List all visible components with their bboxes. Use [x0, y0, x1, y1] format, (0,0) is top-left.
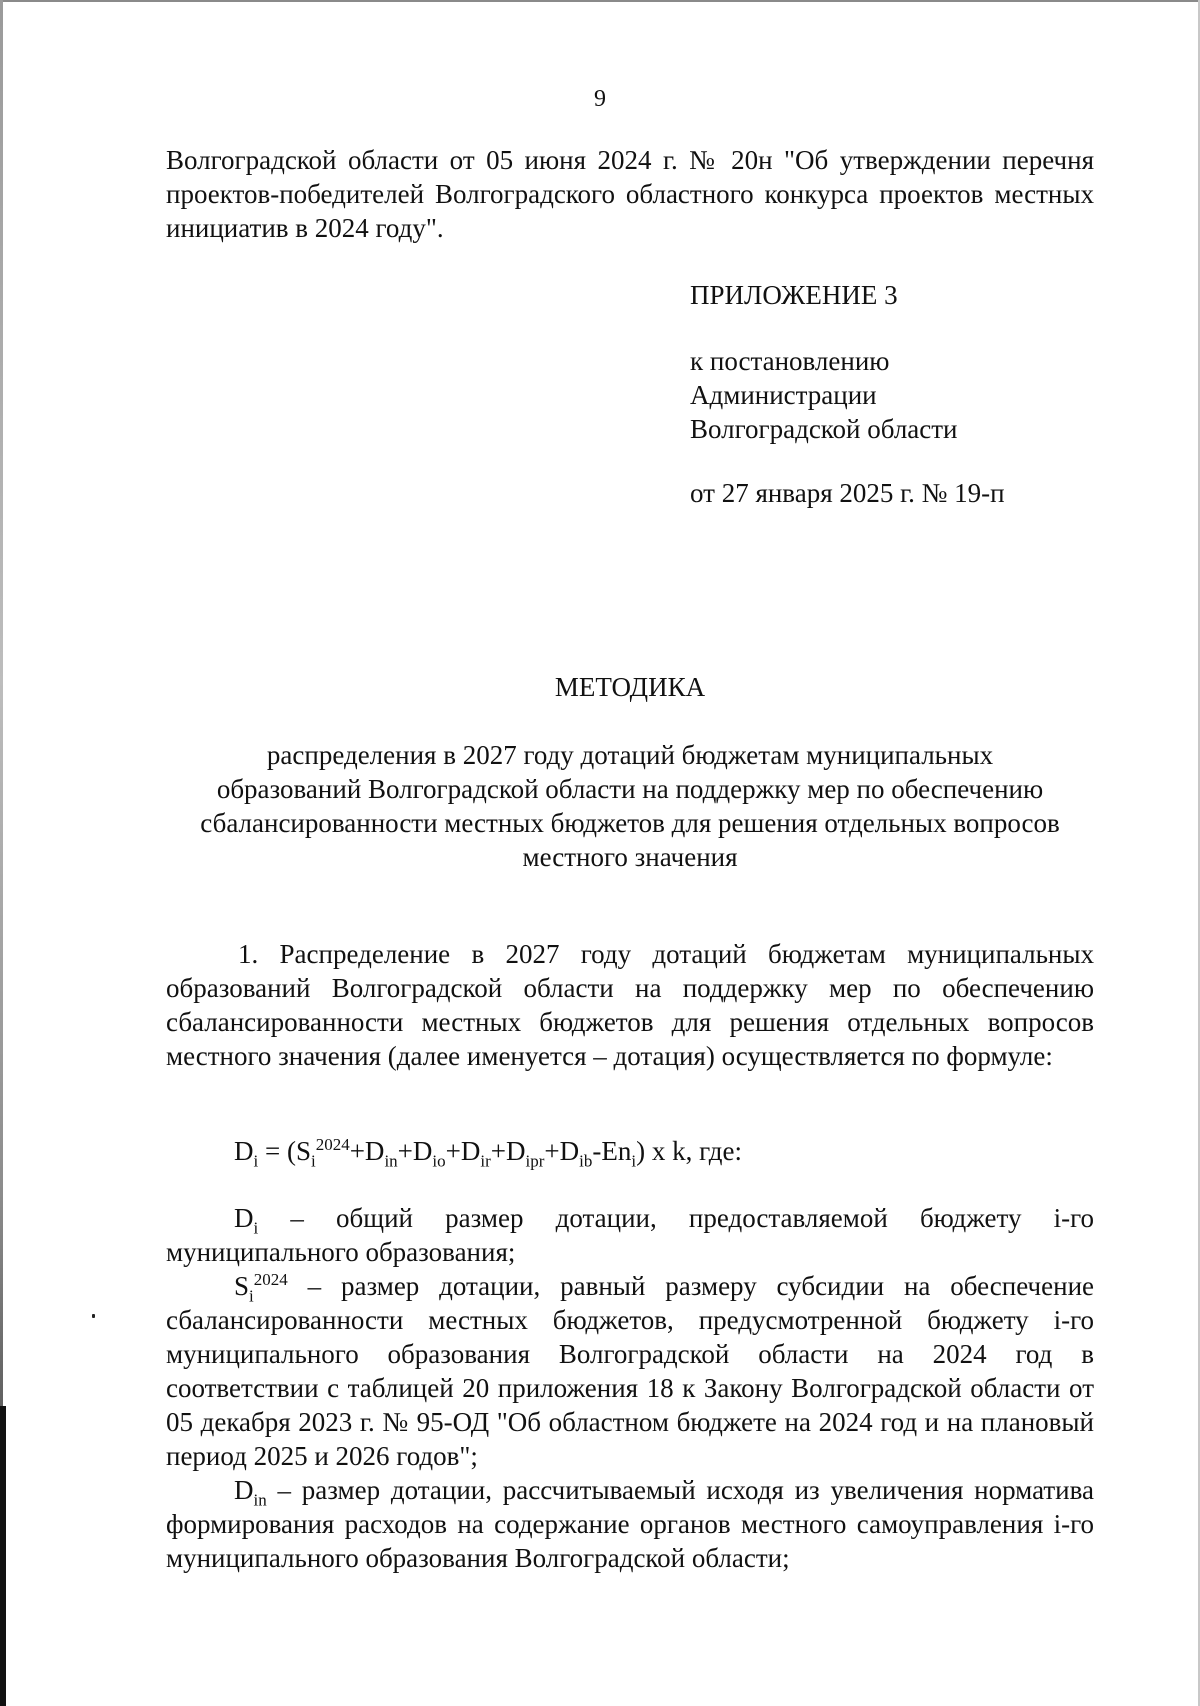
formula-part: +D [349, 1136, 385, 1166]
appendix-date: от 27 января 2025 г. № 19-п [690, 478, 1005, 508]
intro-paragraph: Волгоградской области от 05 июня 2024 г. № 20н "Об утверждении перечня проектов-победителей Волгоградского областного конкурса проектов местных инициатив в 2024 году". [166, 145, 1094, 243]
formula-part: -En [592, 1136, 632, 1166]
formula-sub: ib [579, 1151, 593, 1171]
formula-part: +D [445, 1136, 481, 1166]
appendix-reference [690, 344, 1150, 446]
appendix-title: ПРИЛОЖЕНИЕ 3 [690, 280, 898, 310]
subtitle-line: сбалансированности местных бюджетов для решения отдельных вопросов [200, 808, 1060, 838]
appendix-line: к постановлению [690, 346, 890, 376]
document-subtitle [160, 738, 1100, 874]
formula-part: +D [544, 1136, 580, 1166]
formula-sub: i [253, 1151, 259, 1171]
scan-edge-left-shadow [0, 1406, 6, 1706]
def-sub: in [253, 1490, 267, 1510]
document-title: МЕТОДИКА [554, 672, 706, 702]
scan-speck [92, 1314, 95, 1318]
def-symbol: D [234, 1475, 254, 1505]
formula-sub: in [384, 1151, 398, 1171]
formula-part: +D [490, 1136, 526, 1166]
scan-edge-top [0, 0, 1200, 2]
formula-sub: ir [480, 1151, 491, 1171]
appendix-line: Волгоградской области [690, 414, 958, 444]
appendix-line: Администрации [690, 380, 877, 410]
formula [234, 1134, 743, 1171]
formula-sup: 2024 [315, 1135, 350, 1154]
def-sub: i [253, 1218, 259, 1238]
definition-di [166, 1201, 1094, 1269]
def-text: – размер дотации, равный размеру субсидии на обеспечение сбалансированности местных бюджетов, предусмотренной бюджету i-го муниципального образования Волгоградской области на 2024 год в соответствии с таблицей 20 приложения 18 к Закону Волгоградской области от 05 декабря 2023 г. № 95-ОД "Об областном бюджете на 2024 год и на плановый период 2025 и 2026 годов"; [166, 1271, 1094, 1471]
def-sub: i [249, 1286, 254, 1306]
def-symbol: S [234, 1271, 250, 1301]
page-number: 9 [594, 86, 606, 112]
formula-sub: io [432, 1151, 446, 1171]
definition-din [166, 1473, 1094, 1575]
def-symbol: D [234, 1203, 254, 1233]
formula-sub: ipr [525, 1151, 545, 1171]
definitions-list [166, 1201, 1094, 1575]
formula-sub: i [631, 1151, 637, 1171]
def-text: – размер дотации, рассчитываемый исходя из увеличения норматива формирования расходов на содержание органов местного самоуправления i-го муниципального образования Волгоградской области; [166, 1475, 1094, 1573]
definition-si2024 [166, 1269, 1094, 1473]
formula-part: = (S [258, 1136, 311, 1166]
def-text: – общий размер дотации, предоставляемой бюджету i-го муниципального образования; [166, 1203, 1094, 1267]
subtitle-line: образований Волгоградской области на поддержку мер по обеспечению [216, 774, 1044, 804]
formula-part: D [234, 1136, 254, 1166]
subtitle-line: распределения в 2027 году дотаций бюджетам муниципальных [266, 740, 994, 770]
subtitle-line: местного значения [522, 842, 738, 872]
def-sup: 2024 [253, 1270, 288, 1289]
formula-part: +D [397, 1136, 433, 1166]
formula-part: ) x k, где: [636, 1136, 743, 1166]
formula-sub: i [310, 1151, 316, 1171]
paragraph-1: 1. Распределение в 2027 году дотаций бюджетам муниципальных образований Волгоградской области на поддержку мер по обеспечению сбалансированности местных бюджетов для решения отдельных вопросов местного значения (далее именуется – дотация) осуществляется по формуле: [166, 939, 1094, 1071]
